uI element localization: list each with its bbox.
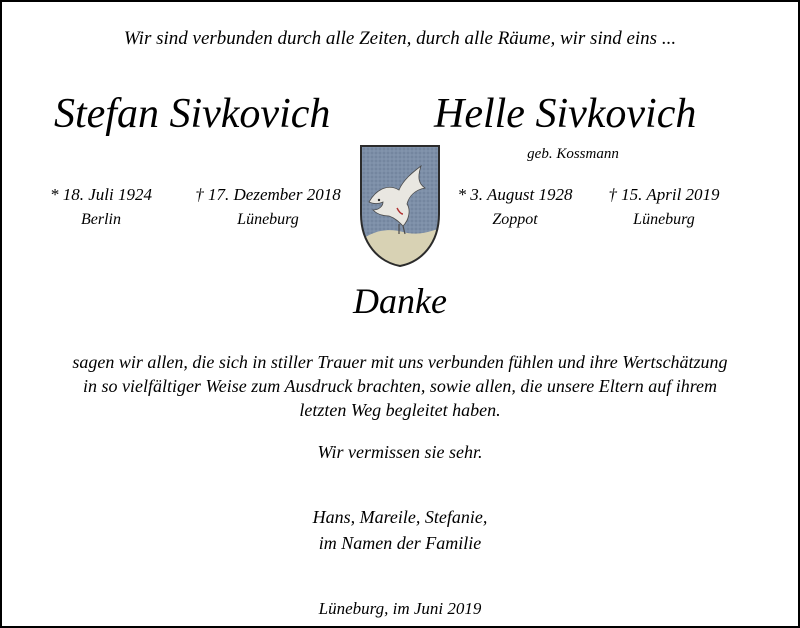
person-left-name: Stefan Sivkovich <box>54 91 331 137</box>
person-right-birth-place: Zoppot <box>492 211 538 228</box>
signature-on-behalf: im Namen der Familie <box>318 533 482 553</box>
coat-of-arms-eagle-icon <box>359 144 441 268</box>
thanks-text-line: sagen wir allen, die sich in stiller Trauer mit uns verbunden fühlen und ihre Wertschätzung <box>72 352 728 372</box>
person-right-name: Helle Sivkovich <box>434 91 697 137</box>
person-right-death-date: † 15. April 2019 <box>608 185 720 204</box>
thanks-heading: Danke <box>353 281 447 321</box>
person-left-birth-date: * 18. Juli 1924 <box>50 185 152 204</box>
person-right-death-place: Lüneburg <box>633 211 695 228</box>
thanks-text-line: letzten Weg begleitet haben. <box>299 400 501 420</box>
signature-names: Hans, Mareile, Stefanie, <box>312 507 488 527</box>
closing-line: Wir vermissen sie sehr. <box>317 442 483 462</box>
place-and-date: Lüneburg, im Juni 2019 <box>318 599 482 618</box>
motto-line: Wir sind verbunden durch alle Zeiten, durch alle Räume, wir sind eins ... <box>123 28 677 49</box>
thanks-text-line: in so vielfältiger Weise zum Ausdruck brachten, sowie allen, die unsere Eltern auf ihrem <box>82 376 718 396</box>
person-left-death-date: † 17. Dezember 2018 <box>195 185 341 204</box>
person-left-death-place: Lüneburg <box>237 211 299 228</box>
person-right-birth-date: * 3. August 1928 <box>457 185 573 204</box>
person-right-maiden-name: geb. Kossmann <box>527 146 619 162</box>
person-left-birth-place: Berlin <box>81 211 121 228</box>
